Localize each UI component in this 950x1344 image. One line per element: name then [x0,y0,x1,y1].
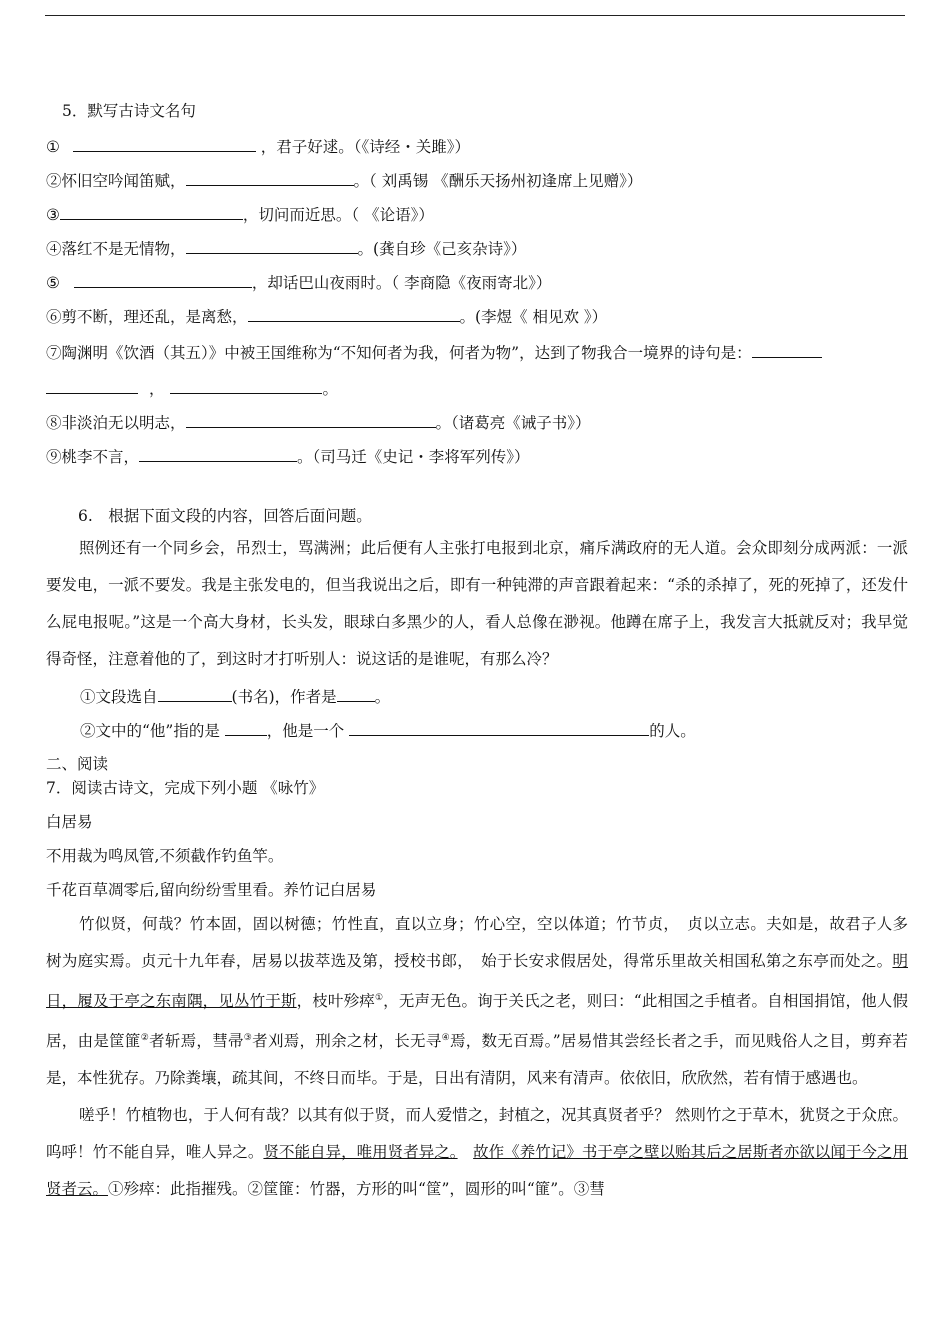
section-2-title: 二、阅读 [46,755,109,773]
footnote-mark: ② [140,1033,150,1044]
q6-s2-prefix: ②文中的“他”指的是 [80,722,225,740]
answer-blank[interactable] [752,342,822,358]
q6-passage-text: 照例还有一个同乡会，吊烈士，骂满洲；此后便有人主张打电报到北京，痛斥满政府的无人道。会众即刻分成两派：一派要发电，一派不要发。我是主张发电的，但当我说出之后，即有一种钝滞的声音跟着起来：“杀的杀掉了，死的死掉了，还发什么屁电报呢。”这是一个高大身材，长头发，眼球白多黑少的人，看人总像在渺视。他蹲在席子上，我发言大抵就反对；我早觉得奇怪，注意着他的了，到这时才打听别人：说这话的是谁呢，有那么冷？ [46,539,908,668]
q5-line-5-suffix: ，却话巴山夜雨时。（ 李商隐《夜雨寄北》） [251,274,552,292]
q7-essay-paragraph-1 [46,906,908,1097]
p2-underlined-1: 贤不能自异，唯用贤者异之。 [263,1143,458,1162]
q7-essay [46,906,908,1208]
q5-line-7-cont [46,378,338,399]
q5-line-2-suffix: 。（ 刘禹锡 《酬乐天扬州初逢席上见赠》） [353,172,643,190]
q5-line-4-prefix: ④落红不是无情物， [46,240,186,258]
q5-line-3-suffix: ，切问而近思。（ 《论语》） [242,206,434,224]
p1-text-f: 焉，数无百焉。”居易惜其尝经长者之手，而见贱俗人之目，剪弃若是，本性犹存。乃除粪壤，疏其间，不终日而毕。于是，日出有清阴，风来有清声。依依旧，欣欣然，若有情于感遇也。 [46,1032,908,1088]
answer-blank[interactable] [186,170,354,186]
q5-line-8-suffix: 。（诸葛亮《诫子书》） [435,414,591,432]
q5-line-2 [46,170,642,191]
q7-essay-paragraph-2 [46,1097,908,1208]
q5-line-5 [46,272,551,293]
q5-line-3 [46,204,434,225]
q5-line-7-end: 。 [322,380,338,398]
q5-line-8 [46,412,591,433]
q5-line-1-number: ① [46,138,60,156]
answer-blank[interactable] [60,204,243,220]
q5-line-1 [46,136,470,157]
q5-line-3-prefix: ③ [46,206,60,224]
q6-title: 6. 根据下面文段的内容，回答后面问题。 [78,507,372,525]
answer-blank[interactable] [74,272,252,288]
q6-passage [46,530,908,678]
q5-line-7-comma: ， [148,380,165,398]
p1-text-b: ，枝叶殄瘁 [296,992,375,1011]
footnote-mark: ③ [243,1033,253,1044]
answer-blank[interactable] [349,720,649,736]
q5-line-9-suffix: 。（司马迁《史记・李将军列传》） [297,448,530,466]
book-name-blank[interactable] [158,686,232,702]
q5-line-1-text: ，君子好逑。（《诗经・关雎》） [260,138,471,156]
answer-blank[interactable] [186,238,358,254]
p1-text-e: 者刈焉，刑余之材，长无寻 [252,1032,442,1051]
q5-line-4-suffix: 。(龚自珍《己亥杂诗》） [357,240,527,258]
q5-line-8-prefix: ⑧非淡泊无以明志， [46,414,186,432]
q6-subquestion-1 [80,686,390,707]
answer-blank[interactable] [46,378,138,394]
p1-underlined: 明日，履及于亭之东南隅，见丛竹于斯 [46,952,908,1011]
footnote-mark: ④ [441,1033,450,1044]
q5-line-6-suffix: 。(李煜《 相见欢 》） [459,308,608,326]
q6-s2-end: 的人。 [649,722,696,740]
q5-line-6-prefix: ⑥剪不断，理还乱，是离愁， [46,308,248,326]
answer-blank[interactable] [139,446,297,462]
q6-s1-end: 。 [374,688,391,706]
answer-blank[interactable] [73,136,256,152]
p1-text-c: ，无声无色。询于关氏之老，则曰：“此相国之手植者。自相国捐馆，他人假居，由是筐篚 [46,992,908,1051]
answer-blank[interactable] [186,412,436,428]
author-blank[interactable] [337,686,375,702]
q7-poem-line-1: 不用裁为鸣凤管,不须截作钓鱼竿。 [46,847,284,865]
p1-text-d: 者斩焉，彗帚 [149,1032,244,1051]
p2-spacer [458,1143,474,1161]
q5-line-9-prefix: ⑨桃李不言， [46,448,140,466]
answer-blank[interactable] [170,378,322,394]
p1-text-a: 竹似贤，何哉？竹本固，固以树德；竹性直，直以立身；竹心空，空以体道；竹节贞， 贞以立志。夫如是，故君子人多树为庭实焉。贞元十九年春，居易以拔萃选及第，授校书郎， 始于长安求假居处，得常乐里故关相国私第之东亭而处之。 [46,915,908,970]
q5-line-2-prefix: ②怀旧空吟闻笛赋， [46,172,186,190]
q5-line-7 [46,342,822,363]
p2-text-a: 嗟乎！竹植物也，于人何有哉？以其有似于贤，而人爱惜之，封植之，况其真贤者乎？ 然则竹之于草木，犹贤之于众庶。呜呼！竹不能自异，唯人异之。 [46,1106,908,1162]
q5-title: 5．默写古诗文名句 [62,102,196,120]
footnote-mark: ① [374,993,384,1003]
q6-s1-middle: (书名)，作者是 [231,688,337,706]
q5-line-5-prefix: ⑤ [46,274,60,292]
q6-s2-middle: ，他是一个 [266,722,350,740]
q5-line-7-text: ⑦陶渊明《饮酒（其五）》中被王国维称为“不知何者为我，何者为物”，达到了物我合一境界的诗句是： [46,344,752,362]
q6-s1-prefix: ①文段选自 [80,688,158,706]
q5-line-9 [46,446,530,467]
q6-subquestion-2 [80,720,696,741]
q7-title: 7．阅读古诗文，完成下列小题 《咏竹》 [46,779,325,797]
p2-footnotes: ①殄瘁：此指摧残。②筐篚：竹器，方形的叫“筐”，圆形的叫“篚”。③彗 [108,1180,605,1199]
q5-line-6 [46,306,607,327]
q7-poem-line-2: 千花百草凋零后,留向纷纷雪里看。养竹记白居易 [46,881,377,899]
answer-blank[interactable] [225,720,267,736]
q7-author: 白居易 [46,813,93,831]
q5-line-4 [46,238,526,259]
p2-underlined-2: 故作《养竹记》书于亭之壁以贻其后之居斯者亦欲以闻于今之用贤者云。 [46,1143,908,1199]
header-rule [45,15,905,16]
answer-blank[interactable] [248,306,460,322]
